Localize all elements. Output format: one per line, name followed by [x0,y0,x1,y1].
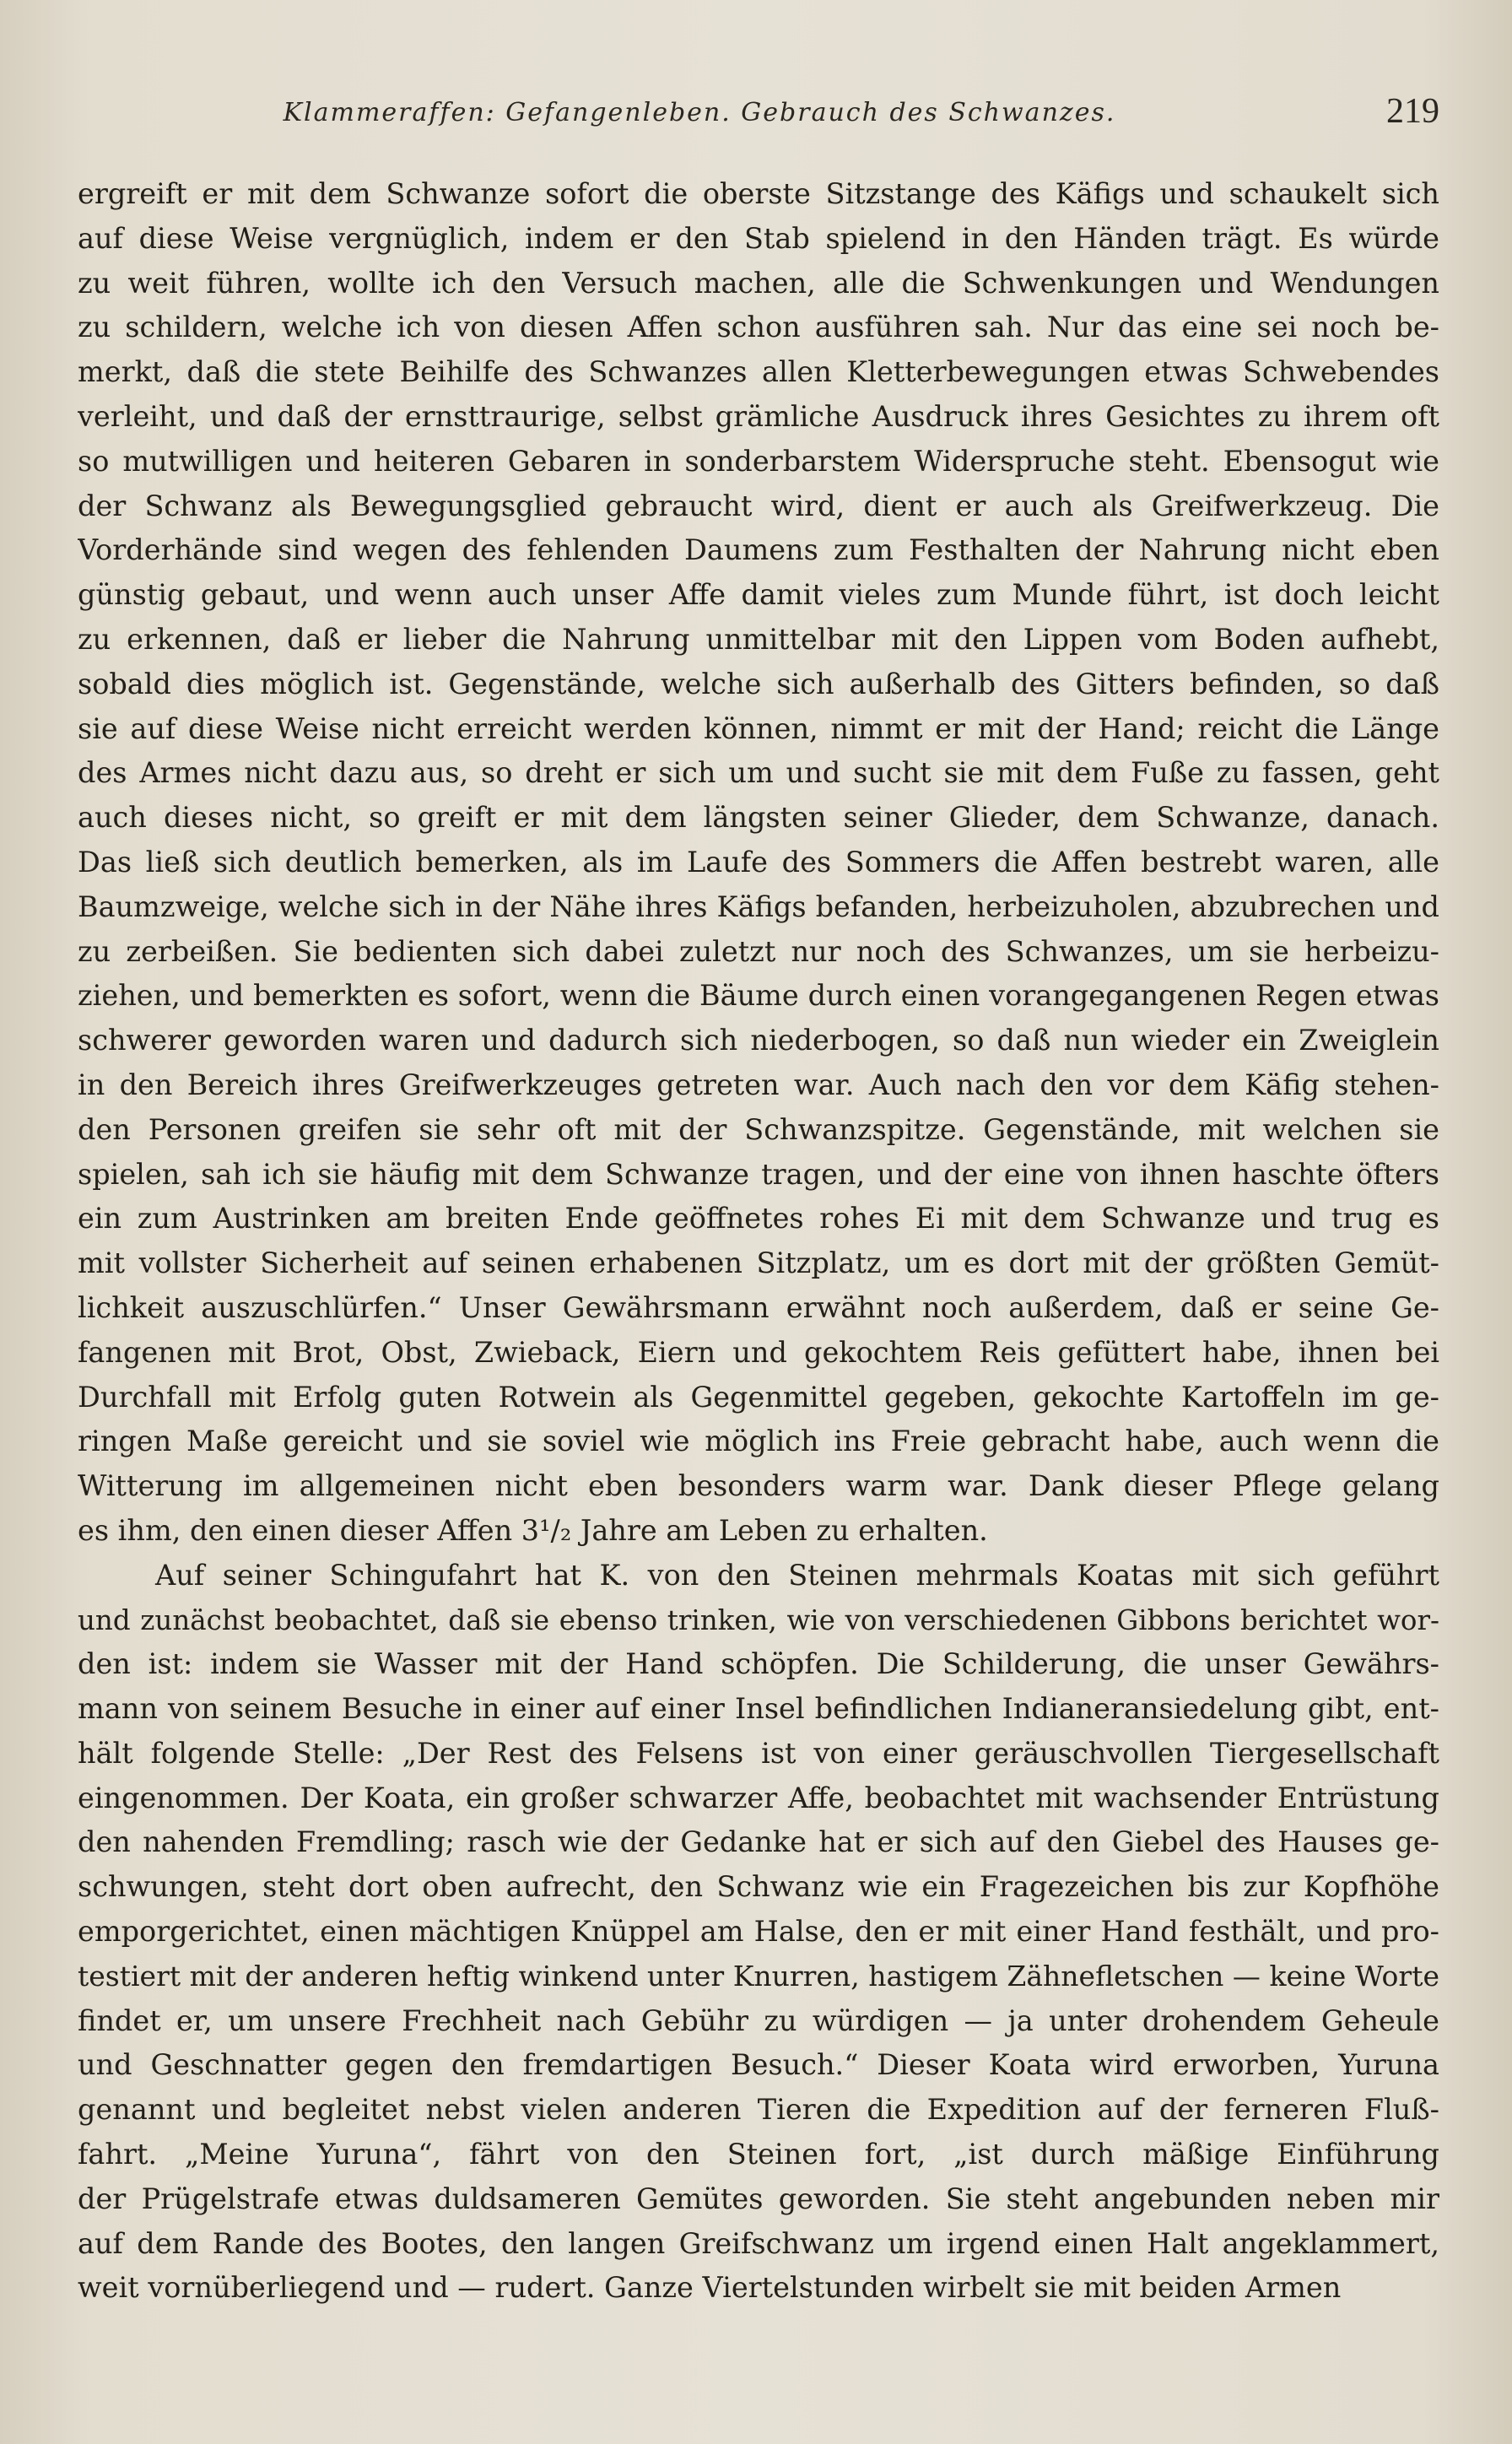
text-line: sie auf diese Weise nicht erreicht werden können, nimmt er mit der Hand; reicht die Länge [78,711,1439,745]
text-line: Durchfall mit Erfolg guten Rotwein als Gegenmittel gegeben, gekochte Kartoffeln im ge- [78,1380,1439,1414]
text-line: ergreift er mit dem Schwanze sofort die oberste Sitzstange des Käfigs und schaukelt sich [78,177,1439,210]
text-line: den ist: indem sie Wasser mit der Hand schöpfen. Die Schilderung, die unser Gewährs- [78,1647,1439,1681]
text-line: zu erkennen, daß er lieber die Nahrung unmittelbar mit den Lippen vom Boden aufhebt, [78,622,1439,656]
text-line: lichkeit auszuschlürfen.“ Unser Gewährsmann erwähnt noch außerdem, daß er seine Ge- [78,1290,1439,1324]
running-head: Klammeraffen: Gefangenleben. Gebrauch des Schwanzes. [283,98,1116,127]
text-line: findet er, um unsere Frechheit nach Gebühr zu würdigen — ja unter drohendem Geheule [78,2003,1439,2037]
text-line: mann von seinem Besuche in einer auf einer Insel befindlichen Indianeransiedelung gibt, ent- [78,1692,1439,1726]
text-line: emporgerichtet, einen mächtigen Knüppel am Halse, den er mit einer Hand festhält, und pro- [78,1915,1439,1949]
paragraph [78,172,1439,1554]
text-line: auch dieses nicht, so greift er mit dem längsten seiner Glieder, dem Schwanze, danach. [78,801,1439,835]
text-line: und Geschnatter gegen den fremdartigen Besuch.“ Dieser Koata wird erworben, Yuruna [78,2048,1439,2082]
text-line: und zunächst beobachtet, daß sie ebenso trinken, wie von verschiedenen Gibbons berichtet wor- [78,1603,1439,1636]
body-text [78,172,1439,2311]
text-line: weit vornüberliegend und — rudert. Ganze Viertelstunden wirbelt sie mit beiden Armen [78,2271,1342,2305]
text-line: auf dem Rande des Bootes, den langen Greifschwanz um irgend einen Halt angeklammert, [78,2226,1439,2260]
text-line: fangenen mit Brot, Obst, Zwieback, Eiern und gekochtem Reis gefüttert habe, ihnen bei [78,1335,1439,1369]
text-line: der Prügelstrafe etwas duldsameren Gemütes geworden. Sie steht angebunden neben mir [78,2182,1439,2215]
page-number: 219 [1386,92,1439,131]
text-line: Witterung im allgemeinen nicht eben besonders warm war. Dank dieser Pflege gelang [78,1469,1439,1503]
text-line: ein zum Austrinken am breiten Ende geöffnetes rohes Ei mit dem Schwanze und trug es [78,1202,1439,1236]
text-line: spielen, sah ich sie häufig mit dem Schwanze tragen, und der eine von ihnen haschte öfters [78,1157,1439,1191]
text-line: eingenommen. Der Koata, ein großer schwarzer Affe, beobachtet mit wachsender Entrüstung [78,1781,1439,1814]
text-line: es ihm, den einen dieser Affen 3¹/₂ Jahre am Leben zu erhalten. [78,1513,988,1547]
text-line: den Personen greifen sie sehr oft mit der Schwanzspitze. Gegenstände, mit welchen sie [78,1112,1439,1146]
text-line: Das ließ sich deutlich bemerken, als im Laufe des Sommers die Affen bestrebt waren, alle [78,845,1439,879]
text-line: den nahenden Fremdling; rasch wie der Gedanke hat er sich auf den Giebel des Hauses ge- [78,1825,1439,1859]
paragraph [78,1554,1439,2312]
text-line: in den Bereich ihres Greifwerkzeuges getreten war. Auch nach den vor dem Käfig stehen- [78,1068,1439,1101]
text-line: verleiht, und daß der ernsttraurige, selbst grämliche Ausdruck ihres Gesichtes zu ihrem oft [78,399,1439,433]
text-line: auf diese Weise vergnüglich, indem er den Stab spielend in den Händen trägt. Es würde [78,221,1439,255]
text-line: testiert mit der anderen heftig winkend unter Knurren, hastigem Zähnefletschen — keine Worte [78,1959,1439,1993]
text-line: sobald dies möglich ist. Gegenstände, welche sich außerhalb des Gitters befinden, so daß [78,667,1439,700]
text-line: Baumzweige, welche sich in der Nähe ihres Käfigs befanden, herbeizuholen, abzubrechen und [78,889,1439,923]
text-line: zu zerbeißen. Sie bedienten sich dabei zuletzt nur noch des Schwanzes, um sie herbeizu- [78,934,1439,968]
text-line: merkt, daß die stete Beihilfe des Schwanzes allen Kletterbewegungen etwas Schwebendes [78,355,1439,389]
text-line: Auf seiner Schingufahrt hat K. von den Steinen mehrmals Koatas mit sich geführt [155,1558,1439,1592]
text-line: so mutwilligen und heiteren Gebaren in sonderbarstem Widerspruche steht. Ebensogut wie [78,444,1439,478]
text-line: des Armes nicht dazu aus, so dreht er sich um und sucht sie mit dem Fuße zu fassen, geht [78,756,1439,790]
text-line: zu weit führen, wollte ich den Versuch machen, alle die Schwenkungen und Wendungen [78,266,1439,300]
text-line: genannt und begleitet nebst vielen anderen Tieren die Expedition auf der ferneren Fluß- [78,2093,1439,2127]
text-line: der Schwanz als Bewegungsglied gebraucht wird, dient er auch als Greifwerkzeug. Die [78,489,1439,522]
text-line: mit vollster Sicherheit auf seinen erhabenen Sitzplatz, um es dort mit der größten Gemüt- [78,1246,1439,1280]
text-line: hält folgende Stelle: „Der Rest des Felsens ist von einer geräuschvollen Tiergesellschaft [78,1736,1439,1770]
text-line: zu schildern, welche ich von diesen Affen schon ausführen sah. Nur das eine sei noch be- [78,311,1439,344]
page-header [78,91,1439,145]
text-line: schwerer geworden waren und dadurch sich niederbogen, so daß nun wieder ein Zweiglein [78,1024,1439,1057]
text-line: Vorderhände sind wegen des fehlenden Daumens zum Festhalten der Nahrung nicht eben [78,533,1439,567]
text-line: ringen Maße gereicht und sie soviel wie möglich ins Freie gebracht habe, auch wenn die [78,1425,1439,1458]
text-line: günstig gebaut, und wenn auch unser Affe damit vieles zum Munde führt, ist doch leicht [78,578,1439,612]
text-line: ziehen, und bemerkten es sofort, wenn die Bäume durch einen vorangegangenen Regen etwas [78,979,1439,1013]
text-line: fahrt. „Meine Yuruna“, fährt von den Steinen fort, „ist durch mäßige Einführung [78,2138,1439,2171]
text-line: schwungen, steht dort oben aufrecht, den Schwanz wie ein Fragezeichen bis zur Kopfhöhe [78,1870,1439,1904]
